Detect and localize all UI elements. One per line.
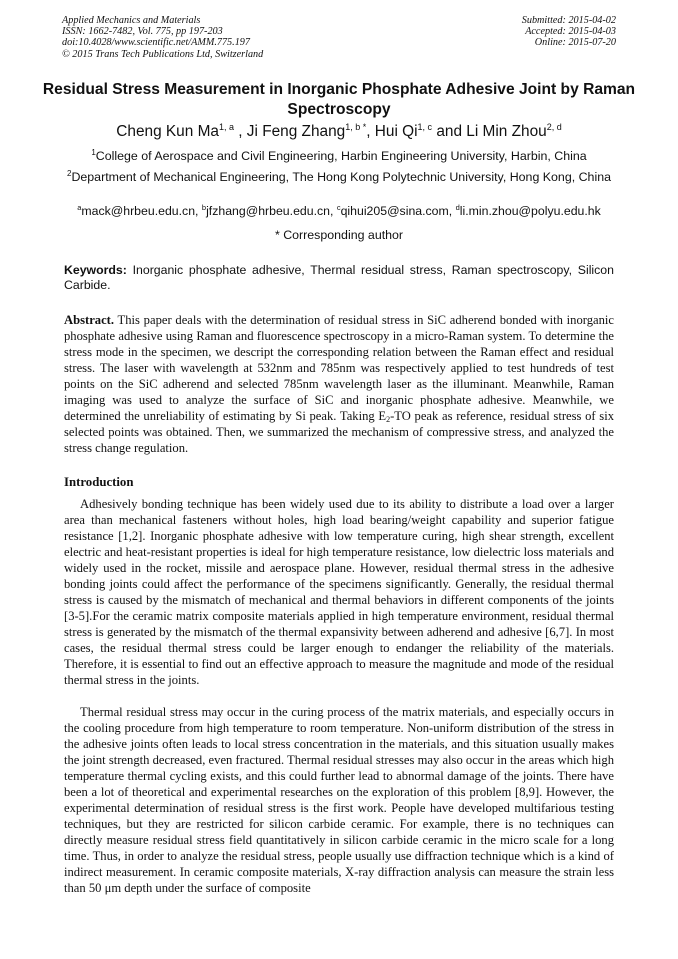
email-tag: a	[77, 203, 82, 212]
publication-dates	[522, 15, 616, 49]
affiliation-number: 1	[91, 148, 96, 157]
author-affiliation-mark: 1, a	[218, 122, 234, 132]
journal-issn: ISSN: 1662-7482, Vol. 775, pp 197-203	[62, 26, 223, 38]
email-address[interactable]: mack@hrbeu.edu.cn,	[81, 204, 199, 218]
body-paragraph: Adhesively bonding technique has been widely used due to its ability to distribute a load over a larger area than mechanical fasteners without holes, high load bearing/weight capability and superior fatigue resistance [1,2]. Inorganic phosphate adhesive with low temperature curing, high shear strength, excellent electric and heat-resistant properties is ideal for high temperature resistance, low dielectric loss materials and widely used in the rocket, missile and aerospace plane. However, residual thermal stress in the adhesive bonding joints could affect the performance of the specimens significantly. Generally, the residual thermal stress is caused by the mismatch of mechanical and thermal behaviors in different components of the joints [3-5].For the ceramic matrix composite materials applied in high temperature environment, residual thermal stress is generated by the mismatch of the thermal expansivity between adherend and adhesive [6,7]. In most cases, the residual thermal stress could be larger enough to endanger the reliability of the materials. Therefore, it is essential to find out an effective approach to measure the magnitude and mode of the residual thermal stress in the joints.	[64, 497, 614, 687]
affiliation-text: Department of Mechanical Engineering, The Hong Kong Polytechnic University, Hong Kong, China	[71, 170, 611, 184]
affiliation	[50, 169, 628, 185]
keywords-text: Inorganic phosphate adhesive, Thermal residual stress, Raman spectroscopy, Silicon Carbide.	[64, 263, 614, 292]
email-address[interactable]: jfzhang@hrbeu.edu.cn,	[206, 204, 334, 218]
author-list	[40, 122, 638, 142]
affiliation-number: 2	[67, 169, 72, 178]
author-affiliation-mark: 2, d	[546, 122, 562, 132]
author-separator: and	[432, 123, 467, 140]
abstract	[64, 312, 614, 456]
affiliation-text: College of Aerospace and Civil Engineering, Harbin Engineering University, Harbin, China	[95, 149, 587, 163]
keywords-label: Keywords:	[64, 263, 127, 277]
journal-doi[interactable]: doi:10.4028/www.scientific.net/AMM.775.197	[62, 37, 250, 49]
author-name: Hui Qi	[374, 123, 418, 140]
journal-name: Applied Mechanics and Materials	[62, 15, 201, 26]
email-tag: d	[455, 203, 460, 212]
online-date: Online: 2015-07-20	[534, 37, 616, 49]
abstract-label: Abstract.	[64, 313, 115, 327]
section-heading: Introduction	[64, 475, 134, 489]
author-name: Li Min Zhou	[466, 123, 547, 140]
abstract-subscript: 2	[386, 415, 391, 424]
email-address[interactable]: li.min.zhou@polyu.edu.hk	[459, 204, 601, 218]
author-separator: ,	[366, 123, 375, 140]
submitted-date: Submitted: 2015-04-02	[521, 15, 616, 26]
author-separator: ,	[233, 123, 247, 140]
abstract-text-continued: -TO peak as reference, residual stress of six selected points was obtained. Then, we summarized the mechanism of compressive stress, and analyzed the stress change regulation.	[64, 409, 614, 455]
email-tag: c	[336, 203, 341, 212]
journal-info	[62, 15, 263, 60]
email-tag: b	[201, 203, 207, 212]
accepted-date: Accepted: 2015-04-03	[525, 26, 616, 38]
email-list	[30, 203, 648, 219]
corresponding-author-note: * Corresponding author	[274, 228, 404, 242]
affiliation	[50, 148, 628, 164]
keywords	[64, 263, 614, 293]
author-name: Ji Feng Zhang	[246, 123, 346, 140]
journal-copyright: © 2015 Trans Tech Publications Ltd, Switzerland	[62, 48, 264, 60]
paper-title: Residual Stress Measurement in Inorganic Phosphate Adhesive Joint by Raman Spectroscopy	[42, 81, 636, 118]
author-name: Cheng Kun Ma	[116, 123, 219, 140]
author-affiliation-mark: 1, b *	[345, 122, 367, 132]
email-address[interactable]: qihui205@sina.com,	[340, 204, 453, 218]
author-affiliation-mark: 1, c	[417, 122, 433, 132]
body-paragraph: Thermal residual stress may occur in the curing process of the matrix materials, and especially occurs in the cooling procedure from high temperature to room temperature. Non-uniform distribution of the stress in the adhesive joints often leads to local stress concentration in the materials, and this situation usually makes the joint strength decreased, even fractured. Thermal residual stresses may also occur in the areas which high temperature thermal cycling exists, and this could further lead to abnormal damage of the joints. There have been a lot of theoretical and experimental researches on the exploration of this problem [8,9]. However, the experimental determination of residual stress is the first work. People have developed multifarious testing techniques, but they are restricted for silicon carbide ceramic. For example, there is no techniques can directly measure residual stress field quantitatively in silicon carbide ceramic in the micro scale for a long time. Thus, in order to analyze the residual stress, people usually use diffraction technique which is a kind of indirect measurement. In ceramic composite materials, X-ray diffraction analysis can measure the strain less than 50 μm depth under the surface of composite	[64, 705, 614, 895]
abstract-text: This paper deals with the determination of residual stress in SiC adherend bonded with inorganic phosphate adhesive using Raman and fluorescence spectroscopy in a micro-Raman system. To determine the stress mode in the specimen, we descript the corresponding relation between the Raman effect and residual stress. The laser with wavelength at 532nm and 785nm was respectively applied to test hundreds of test points on the SiC adherend and selected 785nm wavelength laser as the illuminant. Meanwhile, Raman imaging was used to analyze the surface of SiC and inorganic phosphate adhesive. Meanwhile, we determined the unreliability of estimating by Si peak. Taking E	[64, 313, 614, 423]
